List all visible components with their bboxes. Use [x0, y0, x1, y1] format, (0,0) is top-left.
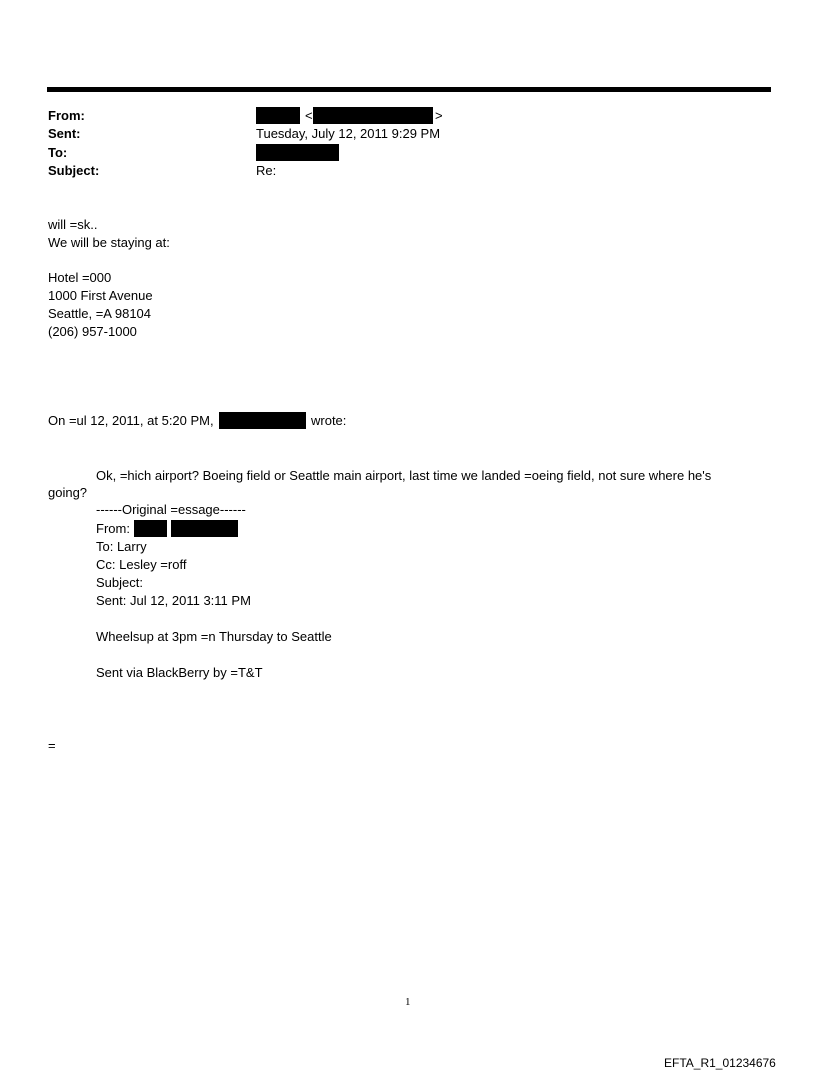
body-line: will =sk..: [48, 217, 98, 232]
quoted-line: Ok, =hich airport? Boeing field or Seattle main airport, last time we landed =oeing field, not sure where he's: [96, 468, 712, 483]
document-id: EFTA_R1_01234676: [664, 1056, 776, 1070]
redaction-quoted-from-last: [171, 520, 238, 537]
trailing-char: =: [48, 738, 56, 753]
body-line: We will be staying at:: [48, 235, 170, 250]
page-number: 1: [405, 996, 411, 1008]
body-line: 1000 First Avenue: [48, 288, 153, 303]
quoted-cc-line: Cc: Lesley =roff: [96, 557, 187, 572]
quoted-subject-line: Subject:: [96, 575, 143, 590]
sent-label: Sent:: [48, 126, 81, 141]
quoted-line-continued: going?: [48, 485, 88, 500]
quote-intro-prefix: On =ul 12, 2011, at 5:20 PM,: [48, 413, 214, 428]
quoted-to-line: To: Larry: [96, 539, 147, 554]
from-gt: >: [435, 108, 443, 123]
sent-value: Tuesday, July 12, 2011 9:29 PM: [256, 126, 441, 141]
quoted-signature: Sent via BlackBerry by =T&T: [96, 665, 263, 680]
header-rule: [47, 87, 771, 92]
body-line: Seattle, =A 98104: [48, 306, 152, 321]
quote-intro-suffix: wrote:: [311, 413, 347, 428]
from-lt: <: [305, 108, 313, 123]
redaction-from-email: [313, 107, 433, 124]
quoted-from-label: From:: [96, 521, 130, 536]
subject-value: Re:: [256, 163, 277, 178]
subject-label: Subject:: [48, 163, 100, 178]
from-label: From:: [48, 108, 85, 123]
redaction-quote-sender: [219, 412, 306, 429]
redaction-to: [256, 144, 339, 161]
quoted-sent-line: Sent: Jul 12, 2011 3:11 PM: [96, 593, 251, 608]
redaction-quoted-from-first: [134, 520, 167, 537]
body-line: (206) 957-1000: [48, 324, 137, 339]
original-message-marker: ------Original =essage------: [96, 502, 246, 517]
quoted-message: Wheelsup at 3pm =n Thursday to Seattle: [96, 629, 332, 644]
to-label: To:: [48, 145, 68, 160]
redaction-from-name: [256, 107, 300, 124]
body-line: Hotel =000: [48, 270, 112, 285]
